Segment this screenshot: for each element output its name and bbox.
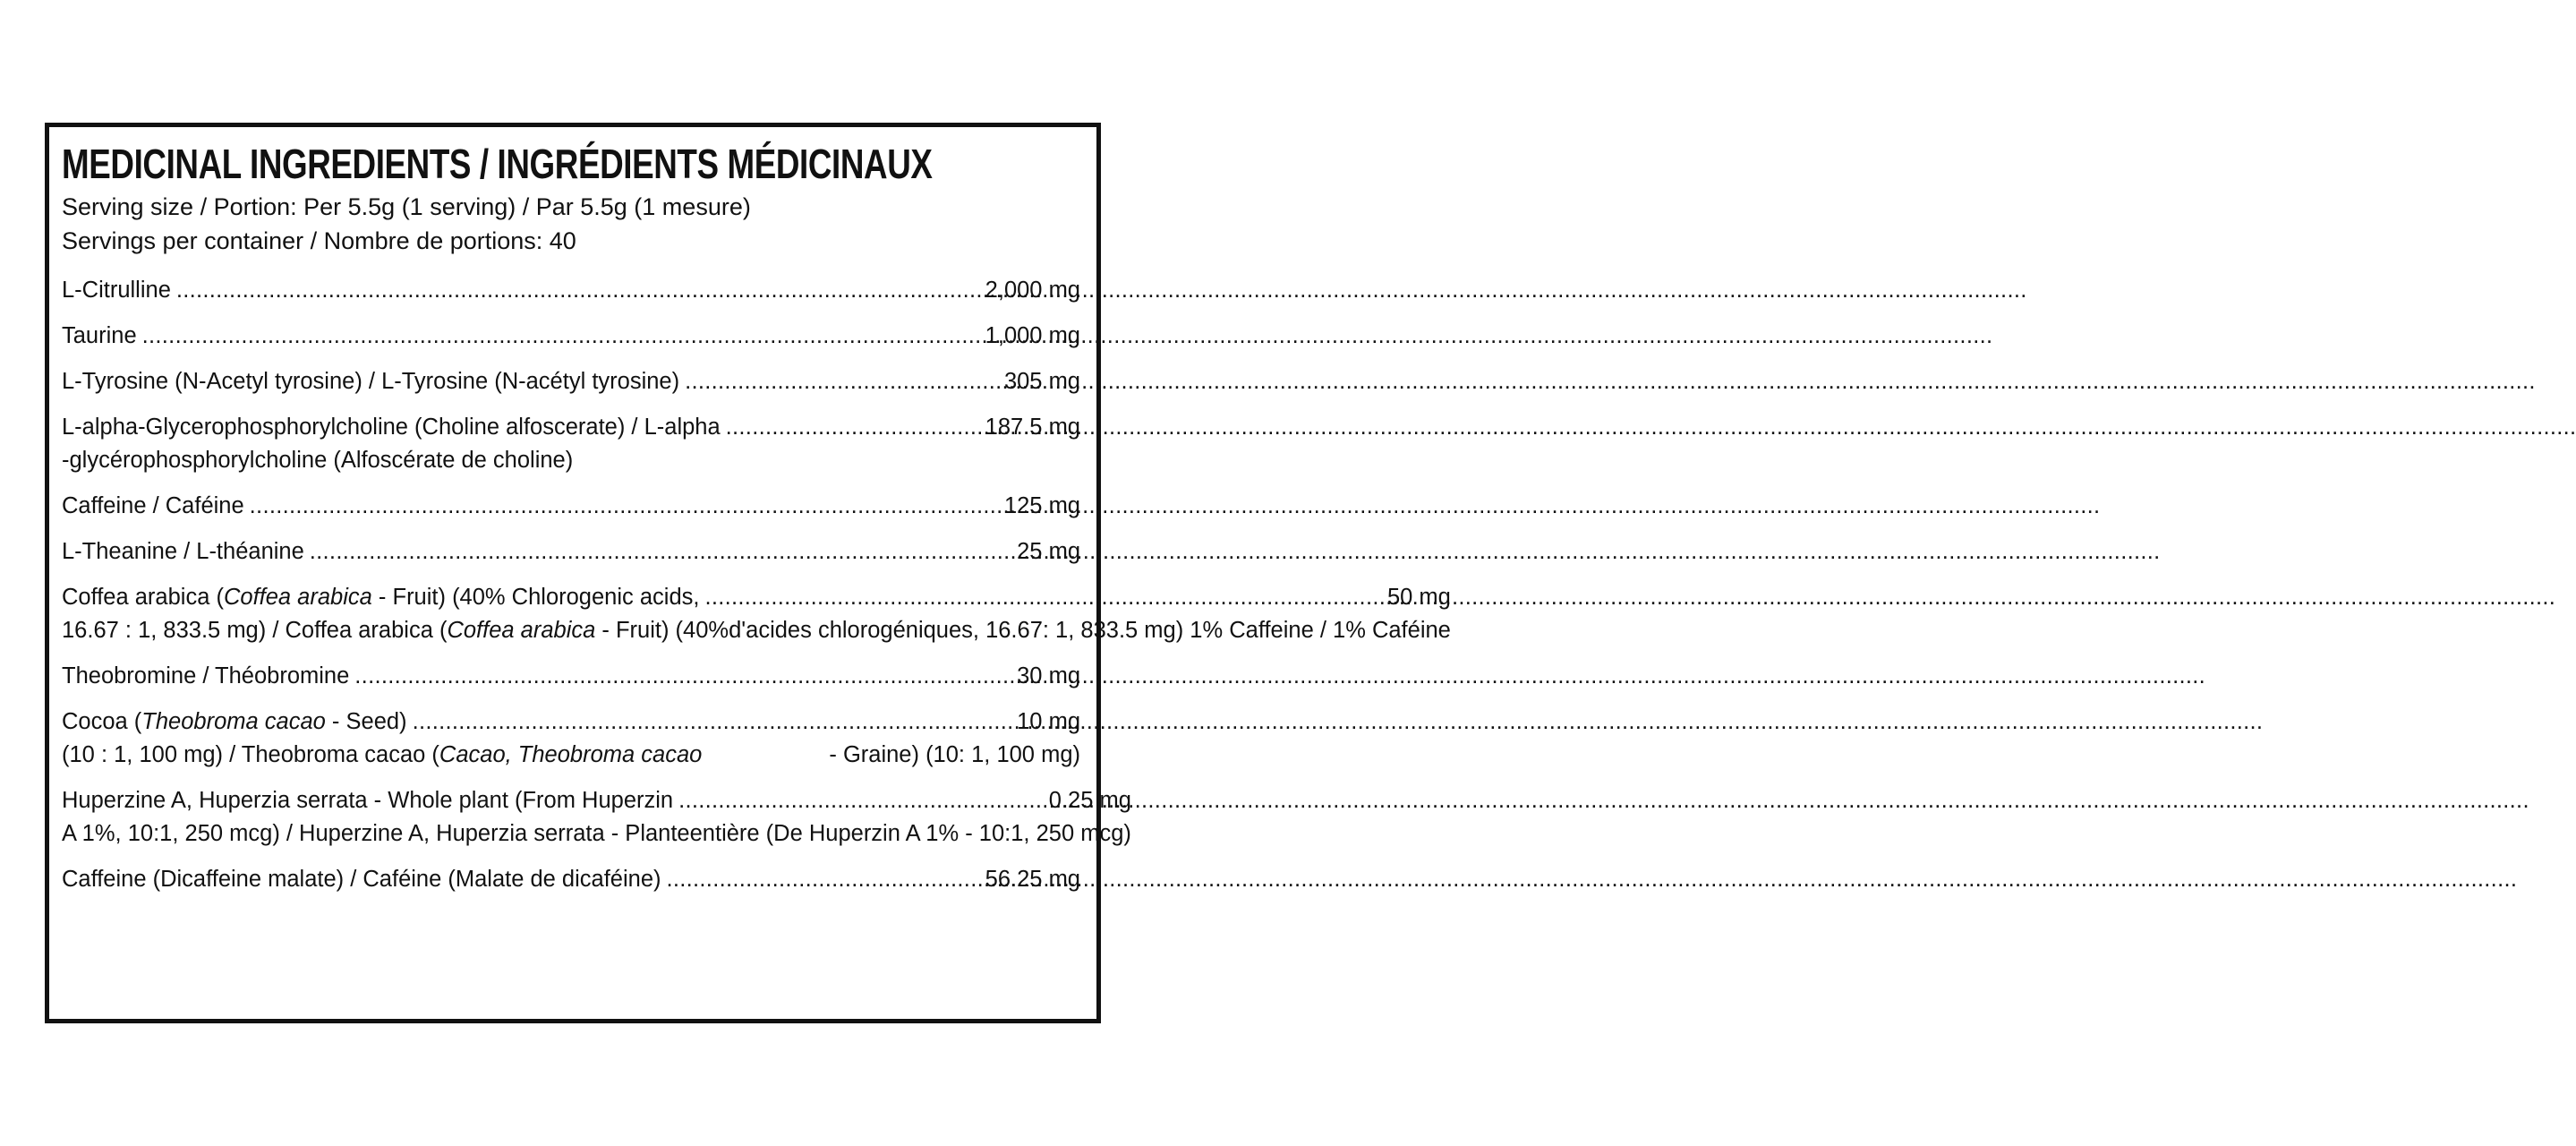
ingredient-row-huperzine-a (62, 784, 1131, 851)
ingredient-name: Taurine (62, 323, 137, 348)
ingredient-row-l-citrulline (62, 274, 1080, 307)
dot-leader (354, 660, 2205, 693)
ingredient-row-l-theanine (62, 535, 1080, 569)
ingredient-name: Theobromine / Théobromine (62, 663, 350, 688)
dot-leader (685, 365, 2536, 398)
ingredient-name: L-Theanine / L-théanine (62, 539, 304, 564)
ingredient-name: L-Tyrosine (N-Acetyl tyrosine) / L-Tyrosine (N-acétyl tyrosine) (62, 369, 680, 394)
dot-leader (250, 490, 2101, 523)
ingredient-name-continuation: d'acides chlorogéniques, 16.67: 1, 833.5 mg) 1% Caffeine / 1% Caféine (729, 618, 1451, 643)
ingredient-amount: 1,000 mg (985, 323, 1080, 348)
ingredient-row-alpha-gpc (62, 411, 1080, 477)
ingredient-amount: 0.25 mg (1048, 788, 1131, 813)
ingredient-name: Caffeine (Dicaffeine malate) / Caféine (Malate de dicaféine) (62, 867, 661, 892)
ingredient-row-cocoa (62, 706, 1080, 772)
ingredient-row-theobromine (62, 660, 1080, 693)
dot-leader (310, 535, 2161, 569)
ingredient-amount: 56.25 mg (985, 867, 1080, 892)
serving-size: Serving size / Portion: Per 5.5g (1 serving) / Par 5.5g (1 mesure) (62, 193, 751, 220)
ingredient-row-l-tyrosine (62, 365, 1080, 398)
ingredient-row-caffeine (62, 490, 1080, 523)
ingredient-amount: 10 mg (1017, 709, 1080, 734)
ingredient-name-continuation: - Graine) (10: 1, 100 mg) (829, 742, 1080, 767)
ingredient-name-continuation: -glycérophosphorylcholine (Alfoscérate de choline) (62, 448, 574, 473)
ingredient-name: L-Citrulline (62, 278, 171, 303)
ingredient-name: Caffeine / Caféine (62, 493, 244, 518)
ingredient-row-dicaffeine-malate (62, 863, 1080, 896)
ingredient-list (62, 274, 1451, 896)
ingredient-name-continuation: (10 : 1, 100 mg) / Theobroma cacao (Cacao, Theobroma cacao (62, 742, 703, 767)
medicinal-ingredients-panel (45, 123, 1451, 1023)
panel-title: MEDICINAL INGREDIENTS / INGRÉDIENTS MÉDICINAUX (62, 141, 933, 187)
ingredient-amount: 125 mg (1003, 493, 1080, 518)
ingredient-name-continuation: A 1%, 10:1, 250 mcg) / Huperzine A, Huperzia serrata - Plante (62, 821, 690, 846)
dot-leader (413, 706, 2264, 739)
ingredient-amount: 50 mg (1386, 585, 1451, 610)
ingredient-amount: 187.5 mg (985, 415, 1080, 440)
ingredient-name: Cocoa (Theobroma cacao - Seed) (62, 709, 407, 734)
ingredient-name: Huperzine A, Huperzia serrata - Whole plant (From Huperzin (62, 788, 674, 813)
ingredient-amount: 25 mg (1017, 539, 1080, 564)
ingredient-name: L-alpha-Glycerophosphorylcholine (Choline alfoscerate) / L-alpha (62, 415, 721, 440)
servings-per-container: Servings per container / Nombre de portions: 40 (62, 227, 576, 254)
ingredient-amount: 30 mg (1017, 663, 1080, 688)
ingredient-amount: 305 mg (1003, 369, 1080, 394)
dot-leader (176, 274, 2027, 307)
ingredient-name: Coffea arabica (Coffea arabica - Fruit) (40% Chlorogenic acids, (62, 585, 700, 610)
ingredient-row-coffea-arabica (62, 581, 1451, 647)
dot-leader (667, 863, 2518, 896)
ingredient-name-continuation: 16.67 : 1, 833.5 mg) / Coffea arabica (Coffea arabica - Fruit) (40% (62, 618, 729, 643)
ingredient-amount: 2,000 mg (985, 278, 1080, 303)
ingredient-name-continuation: entière (De Huperzin A 1% - 10:1, 250 mcg) (689, 821, 1131, 846)
ingredient-row-taurine (62, 320, 1080, 353)
